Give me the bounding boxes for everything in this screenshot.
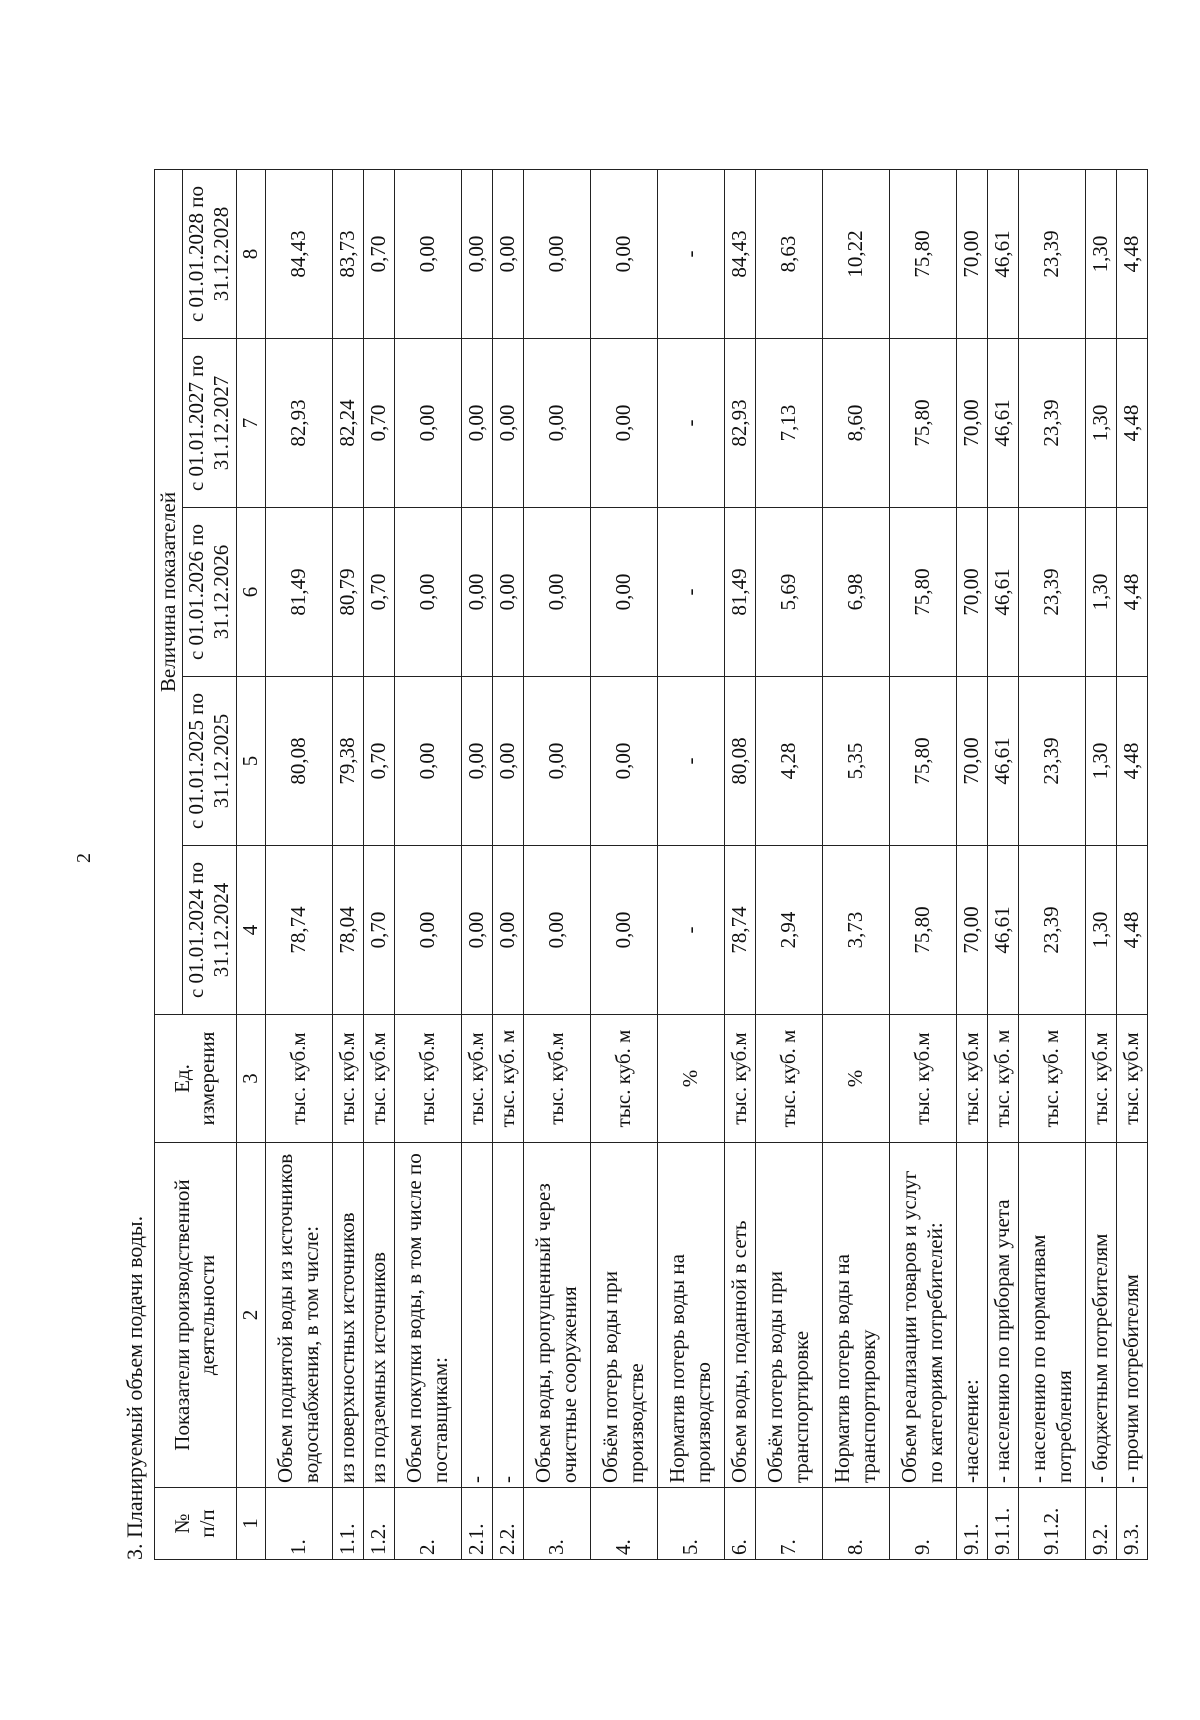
row-unit: тыс. куб. м [987,1015,1018,1143]
row-value: 0,70 [363,846,394,1015]
row-value: 83,73 [332,170,363,339]
row-value: 4,48 [1116,339,1147,508]
row-number: 8. [822,1488,889,1560]
row-value: 75,80 [889,339,956,508]
row-unit: тыс. куб.м [363,1015,394,1143]
row-value: 0,00 [492,677,523,846]
row-value: 0,00 [492,339,523,508]
table-row [461,170,492,1560]
row-value: 0,00 [394,170,461,339]
column-index: 8 [236,170,265,339]
table-row [987,170,1018,1560]
table-row [523,170,590,1560]
row-number: 1.1. [332,1488,363,1560]
row-value: 0,70 [363,170,394,339]
row-value: 78,74 [265,846,332,1015]
table-row [755,170,822,1560]
row-value: 4,48 [1116,846,1147,1015]
row-value: 75,80 [889,846,956,1015]
table-row [724,170,755,1560]
column-index: 6 [236,508,265,677]
row-number: 1. [265,1488,332,1560]
row-number: 2. [394,1488,461,1560]
table-row [889,170,956,1560]
row-value: 0,00 [492,508,523,677]
table-row [1018,170,1085,1560]
row-value: - [657,508,724,677]
row-unit: тыс. куб.м [332,1015,363,1143]
row-indicator: Объем воды, пропущенный через очистные сооружения [523,1143,590,1488]
column-index: 5 [236,677,265,846]
row-value: 0,00 [590,508,657,677]
row-value: 23,39 [1018,846,1085,1015]
row-indicator: - населению по нормативам потребления [1018,1143,1085,1488]
row-value: 78,04 [332,846,363,1015]
row-value: 0,00 [394,339,461,508]
row-number: 9.2. [1085,1488,1116,1560]
table-row [590,170,657,1560]
row-value: 75,80 [889,508,956,677]
row-unit: тыс. куб. м [755,1015,822,1143]
row-value: 5,35 [822,677,889,846]
table-body [236,170,1147,1560]
row-value: 46,61 [987,846,1018,1015]
row-value: 46,61 [987,170,1018,339]
row-number: 2.2. [492,1488,523,1560]
section-title: 3. Планируемый объем подачи воды. [122,1215,147,1560]
row-value: 82,24 [332,339,363,508]
row-value: 0,70 [363,677,394,846]
row-indicator: Объём потерь воды при производстве [590,1143,657,1488]
row-number: 3. [523,1488,590,1560]
row-indicator: - бюджетным потребителям [1085,1143,1116,1488]
row-value: 0,00 [492,846,523,1015]
row-value: 84,43 [724,170,755,339]
row-unit: тыс. куб.м [461,1015,492,1143]
row-unit: тыс. куб. м [590,1015,657,1143]
row-indicator: Объем покупки воды, в том числе по поставщикам: [394,1143,461,1488]
row-value: 46,61 [987,677,1018,846]
row-number: 9.1.1. [987,1488,1018,1560]
row-value: 1,30 [1085,170,1116,339]
row-value: 0,00 [523,339,590,508]
row-value: - [657,677,724,846]
row-value: 82,93 [724,339,755,508]
header-period: с 01.01.2028 по 31.12.2028 [183,170,236,339]
row-value: 8,60 [822,339,889,508]
water-supply-table [154,169,1148,1560]
column-index: 4 [236,846,265,1015]
row-value: 8,63 [755,170,822,339]
row-unit: тыс. куб.м [956,1015,987,1143]
row-value: 6,98 [822,508,889,677]
row-unit: тыс. куб. м [492,1015,523,1143]
row-value: 7,13 [755,339,822,508]
row-value: 81,49 [724,508,755,677]
row-value: 4,48 [1116,677,1147,846]
row-value: 78,74 [724,846,755,1015]
row-value: 80,08 [265,677,332,846]
row-value: 3,73 [822,846,889,1015]
table-row [1085,170,1116,1560]
row-indicator: -население: [956,1143,987,1488]
row-indicator: Объём потерь воды при транспортировке [755,1143,822,1488]
row-value: 1,30 [1085,508,1116,677]
table-row [363,170,394,1560]
row-value: 0,00 [394,846,461,1015]
row-indicator: Норматив потерь воды на транспортировку [822,1143,889,1488]
table-row [394,170,461,1560]
column-index: 3 [236,1015,265,1143]
row-value: - [657,846,724,1015]
header-values-group: Величина показателей [155,170,183,1015]
row-value: 10,22 [822,170,889,339]
row-unit: тыс. куб.м [1085,1015,1116,1143]
row-value: 79,38 [332,677,363,846]
row-indicator: - населению по приборам учета [987,1143,1018,1488]
table-row [956,170,987,1560]
row-unit: тыс. куб.м [1116,1015,1147,1143]
row-value: 5,69 [755,508,822,677]
row-number: 9.1.2. [1018,1488,1085,1560]
row-value: 70,00 [956,170,987,339]
row-unit: тыс. куб. м [1018,1015,1085,1143]
row-number: 9. [889,1488,956,1560]
row-unit: % [657,1015,724,1143]
row-value: 70,00 [956,677,987,846]
row-number: 7. [755,1488,822,1560]
row-value: 0,00 [394,508,461,677]
row-value: 80,79 [332,508,363,677]
header-num: № п/п [155,1488,237,1560]
row-indicator: - [461,1143,492,1488]
row-value: 80,08 [724,677,755,846]
row-indicator: - [492,1143,523,1488]
row-indicator: Объем воды, поданной в сеть [724,1143,755,1488]
row-value: 0,00 [461,508,492,677]
row-unit: тыс. куб.м [265,1015,332,1143]
table-row [332,170,363,1560]
page-number: 2 [73,853,95,863]
table-row [657,170,724,1560]
row-value: 23,39 [1018,677,1085,846]
row-unit: тыс. куб.м [394,1015,461,1143]
row-indicator: Норматив потерь воды на производство [657,1143,724,1488]
row-value: 0,00 [461,339,492,508]
row-value: 0,00 [394,677,461,846]
row-value: 23,39 [1018,508,1085,677]
table-row [1116,170,1147,1560]
row-value: 4,28 [755,677,822,846]
row-number: 9.1. [956,1488,987,1560]
row-unit: тыс. куб.м [523,1015,590,1143]
row-value: 0,70 [363,339,394,508]
row-number: 2.1. [461,1488,492,1560]
column-index: 7 [236,339,265,508]
column-index-row [236,170,265,1560]
row-value: 0,00 [590,170,657,339]
row-unit: % [822,1015,889,1143]
row-number: 1.2. [363,1488,394,1560]
row-value: 46,61 [987,339,1018,508]
row-value: 23,39 [1018,339,1085,508]
row-value: 0,00 [461,170,492,339]
row-value: 1,30 [1085,677,1116,846]
row-indicator: Объем поднятой воды из источников водоснабжения, в том числе: [265,1143,332,1488]
header-period: с 01.01.2024 по 31.12.2024 [183,846,236,1015]
header-unit: Ед. измерения [155,1015,237,1143]
row-value: 4,48 [1116,170,1147,339]
row-indicator: Объем реализации товаров и услуг по категориям потребителей: [889,1143,956,1488]
row-indicator: из подземных источников [363,1143,394,1488]
row-value: 4,48 [1116,508,1147,677]
table-row [265,170,332,1560]
header-indicator: Показатели производственной деятельности [155,1143,237,1488]
row-value: 0,00 [523,846,590,1015]
row-value: 75,80 [889,170,956,339]
row-value: 82,93 [265,339,332,508]
row-value: 84,43 [265,170,332,339]
row-value: 70,00 [956,846,987,1015]
header-row-1 [155,170,183,1560]
row-number: 9.3. [1116,1488,1147,1560]
row-value: 0,00 [461,677,492,846]
row-value: 0,00 [523,677,590,846]
row-value: - [657,339,724,508]
row-value: 0,00 [590,846,657,1015]
header-period: с 01.01.2025 по 31.12.2025 [183,677,236,846]
row-value: 23,39 [1018,170,1085,339]
row-value: 75,80 [889,677,956,846]
row-unit: тыс. куб.м [889,1015,956,1143]
row-indicator: - прочим потребителям [1116,1143,1147,1488]
row-value: 70,00 [956,339,987,508]
row-value: 0,70 [363,508,394,677]
row-unit: тыс. куб.м [724,1015,755,1143]
rotated-page-content [120,170,1143,1560]
row-number: 5. [657,1488,724,1560]
row-value: 46,61 [987,508,1018,677]
header-period: с 01.01.2026 по 31.12.2026 [183,508,236,677]
header-period: с 01.01.2027 по 31.12.2027 [183,339,236,508]
row-value: 1,30 [1085,846,1116,1015]
column-index: 1 [236,1488,265,1560]
row-value: - [657,170,724,339]
row-value: 0,00 [492,170,523,339]
column-index: 2 [236,1143,265,1488]
row-value: 0,00 [523,508,590,677]
row-value: 1,30 [1085,339,1116,508]
row-number: 6. [724,1488,755,1560]
row-value: 0,00 [461,846,492,1015]
row-value: 0,00 [523,170,590,339]
row-value: 2,94 [755,846,822,1015]
table-row [492,170,523,1560]
row-value: 81,49 [265,508,332,677]
row-value: 0,00 [590,677,657,846]
row-value: 0,00 [590,339,657,508]
table-row [822,170,889,1560]
row-number: 4. [590,1488,657,1560]
row-indicator: из поверхностных источников [332,1143,363,1488]
row-value: 70,00 [956,508,987,677]
